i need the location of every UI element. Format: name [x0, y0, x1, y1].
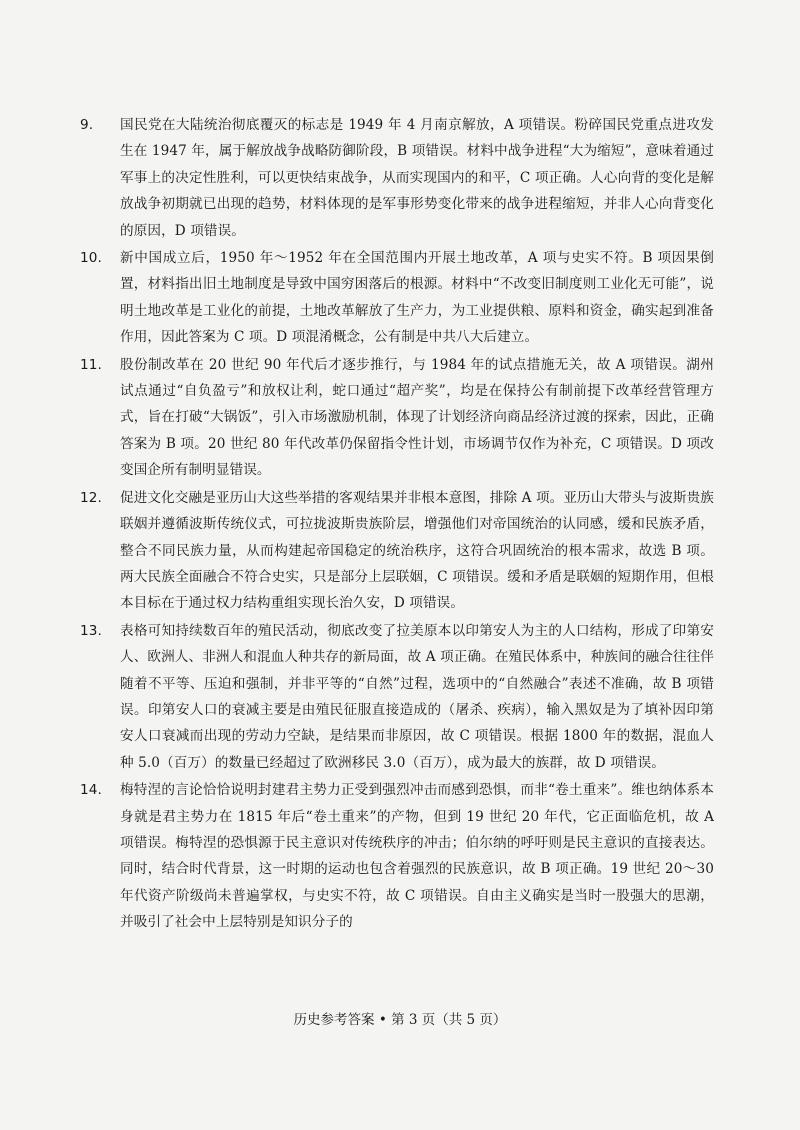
- answer-item-14: [80, 777, 714, 935]
- item-number: 13.: [80, 622, 102, 639]
- answer-item-12: [80, 485, 714, 617]
- item-number: 12.: [80, 489, 102, 506]
- item-text: 梅特涅的言论恰恰说明封建君主势力正受到强烈冲击而感到恐惧，而非“卷土重来”。维也纳体系本身就是君主势力在 1815 年后“卷土重来”的产物，但到 19 世纪 20 年代，它正面临危机，故 A 项错误。梅特涅的恐惧源于民主意识对传统秩序的冲击；伯尔纳的呼吁则是民主意识的直接表达。同时，结合时代背景，这一时期的运动也包含着强烈的民族意识，故 B 项正确。19 世纪 20～30 年代资产阶级尚未普遍掌权，与史实不符，故 C 项错误。自由主义确实是当时一股强大的思潮，并吸引了社会中上层特别是知识分子的: [120, 782, 714, 931]
- answer-item-13: [80, 618, 714, 776]
- item-text: 国民党在大陆统治彻底覆灭的标志是 1949 年 4 月南京解放，A 项错误。粉碎国民党重点进攻发生在 1947 年，属于解放战争战略防御阶段，B 项错误。材料中战争进程“大为缩短”，意味着通过军事上的决定性胜利，可以更快结束战争，从而实现国内的和平，C 项正确。人心向背的变化是解放战争初期就已出现的趋势，材料体现的是军事形势变化带来的战争进程缩短，并非人心向背变化的原因，D 项错误。: [120, 117, 714, 239]
- item-text: 促进文化交融是亚历山大这些举措的客观结果并非根本意图，排除 A 项。亚历山大带头与波斯贵族联姻并遵循波斯传统仪式，可拉拢波斯贵族阶层，增强他们对帝国统治的认同感，缓和民族矛盾，整合不同民族力量，从而构建起帝国稳定的统治秩序，这符合巩固统治的根本需求，故选 B 项。两大民族全面融合不符合史实，只是部分上层联姻，C 项错误。缓和矛盾是联姻的短期作用，但根本目标在于通过权力结构重组实现长治久安，D 项错误。: [120, 489, 714, 612]
- answer-item-11: [80, 352, 714, 484]
- item-number: 9.: [80, 117, 94, 133]
- item-number: 14.: [80, 782, 102, 799]
- item-number: 10.: [80, 250, 102, 267]
- answer-item-10: [80, 245, 714, 351]
- page-footer: 历史参考答案 • 第 3 页（共 5 页）: [293, 1012, 507, 1028]
- item-text: 股份制改革在 20 世纪 90 年代后才逐步推行，与 1984 年的试点措施无关，故 A 项错误。湖州试点通过“自负盈亏”和放权让利，蛇口通过“超产奖”，均是在保持公有制前提下改革经营管理方式，旨在打破“大锅饭”，引入市场激励机制，体现了计划经济向商品经济过渡的探索，因此，正确答案为 B 项。20 世纪 80 年代改革仍保留指令性计划，市场调节仅作为补充，C 项错误。D 项改变国企所有制明显错误。: [120, 356, 714, 479]
- item-number: 11.: [80, 356, 102, 373]
- item-text: 表格可知持续数百年的殖民活动，彻底改变了拉美原本以印第安人为主的人口结构，形成了印第安人、欧洲人、非洲人和混血人种共存的新局面，故 A 项正确。在殖民体系中，种族间的融合往往伴随着不平等、压迫和强制，并非平等的“自然”过程，选项中的“自然融合”表述不准确，故 B 项错误。印第安人口的衰减主要是由殖民征服直接造成的（屠杀、疾病），输入黑奴是为了填补因印第安人口衰减而出现的劳动力空缺，是结果而非原因，故 C 项错误。根据 1800 年的数据，混血人种 5.0（百万）的数量已经超过了欧洲移民 3.0（百万），成为最大的族群，故 D 项错误。: [120, 622, 714, 771]
- answer-item-9: [80, 112, 714, 244]
- item-text: 新中国成立后，1950 年～1952 年在全国范围内开展土地改革，A 项与史实不符。B 项因果倒置，材料指出旧土地制度是导致中国穷困落后的根源。材料中“不改变旧制度则工业化无可能”，说明土地改革是工业化的前提，土地改革解放了生产力，为工业提供粮、原料和资金，确实起到准备作用，因此答案为 C 项。D 项混淆概念，公有制是中共八大后建立。: [120, 250, 714, 346]
